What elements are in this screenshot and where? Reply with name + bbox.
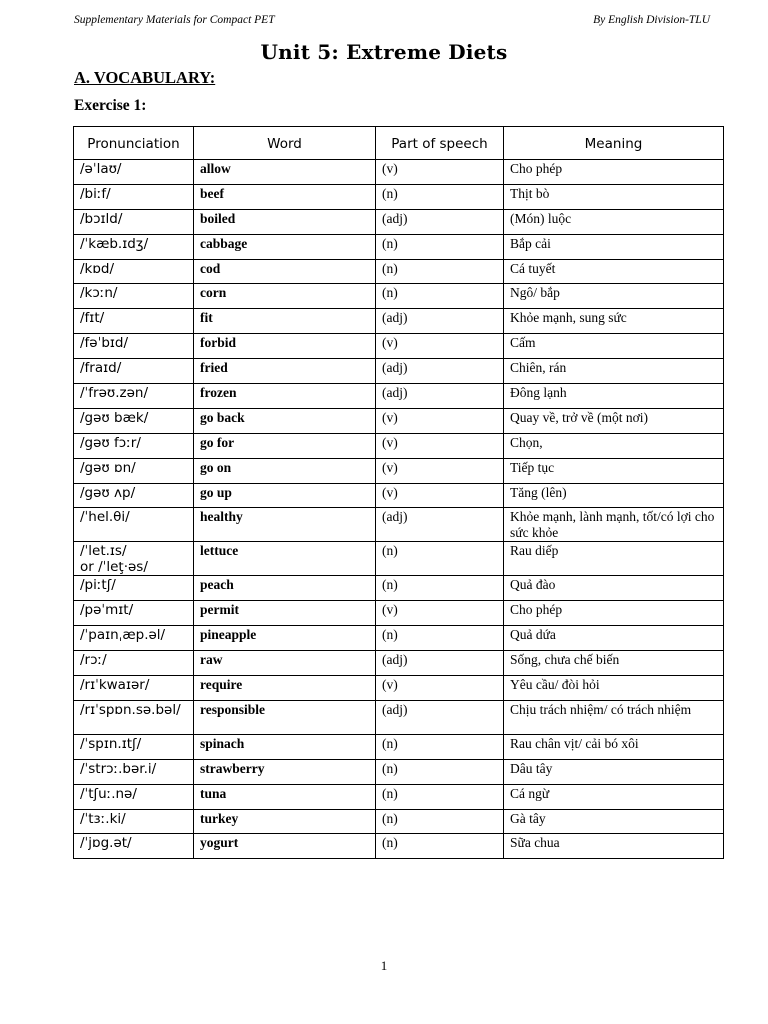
meaning-cell: Cho phép (504, 160, 724, 185)
meaning-cell: Yêu cầu/ đòi hỏi (504, 676, 724, 701)
pronunciation-cell: /ˈfrəʊ.zən/ (74, 384, 194, 409)
word-cell: fit (194, 309, 376, 334)
column-header-word: Word (194, 127, 376, 160)
vocabulary-table-body (74, 160, 724, 859)
word-cell: cod (194, 259, 376, 284)
part-of-speech-cell: (adj) (376, 384, 504, 409)
table-row (74, 408, 724, 433)
word-cell: raw (194, 651, 376, 676)
part-of-speech-cell: (n) (376, 626, 504, 651)
table-row (74, 834, 724, 859)
column-header-part-of-speech: Part of speech (376, 127, 504, 160)
pronunciation-cell: /biːf/ (74, 184, 194, 209)
pronunciation-cell: /gəʊ ɒn/ (74, 458, 194, 483)
word-cell: yogurt (194, 834, 376, 859)
pronunciation-cell: /ˈtʃuː.nə/ (74, 784, 194, 809)
pronunciation-cell: /gəʊ ʌp/ (74, 483, 194, 508)
table-row (74, 784, 724, 809)
header-left-text: Supplementary Materials for Compact PET (74, 14, 275, 26)
pronunciation-cell: /pəˈmɪt/ (74, 601, 194, 626)
word-cell: fried (194, 359, 376, 384)
meaning-cell: Rau chân vịt/ cải bó xôi (504, 734, 724, 759)
word-cell: peach (194, 576, 376, 601)
column-header-pronunciation: Pronunciation (74, 127, 194, 160)
header-right-text: By English Division-TLU (593, 14, 710, 26)
part-of-speech-cell: (n) (376, 259, 504, 284)
pronunciation-cell: /ˈlet.ɪs/ or /ˈleţ·əs/ (74, 542, 194, 576)
column-header-meaning: Meaning (504, 127, 724, 160)
pronunciation-cell: /ˈstrɔː.bər.i/ (74, 759, 194, 784)
part-of-speech-cell: (n) (376, 576, 504, 601)
word-cell: corn (194, 284, 376, 309)
pronunciation-cell: /fɪt/ (74, 309, 194, 334)
table-row (74, 184, 724, 209)
word-cell: turkey (194, 809, 376, 834)
pronunciation-cell: /ˈtɜː.ki/ (74, 809, 194, 834)
word-cell: go for (194, 433, 376, 458)
table-row (74, 508, 724, 542)
meaning-cell: Đông lạnh (504, 384, 724, 409)
part-of-speech-cell: (n) (376, 542, 504, 576)
word-cell: require (194, 676, 376, 701)
table-row (74, 601, 724, 626)
pronunciation-cell: /ˈpaɪnˌæp.əl/ (74, 626, 194, 651)
page-title: Unit 5: Extreme Diets (260, 40, 508, 64)
table-row (74, 458, 724, 483)
meaning-cell: Tiếp tục (504, 458, 724, 483)
table-row (74, 284, 724, 309)
meaning-cell: Quả đào (504, 576, 724, 601)
table-row (74, 359, 724, 384)
table-row (74, 209, 724, 234)
meaning-cell: (Món) luộc (504, 209, 724, 234)
pronunciation-cell: /gəʊ fɔːr/ (74, 433, 194, 458)
table-row (74, 734, 724, 759)
meaning-cell: Cá tuyết (504, 259, 724, 284)
pronunciation-cell: /bɔɪld/ (74, 209, 194, 234)
table-row (74, 234, 724, 259)
part-of-speech-cell: (n) (376, 234, 504, 259)
part-of-speech-cell: (adj) (376, 309, 504, 334)
word-cell: pineapple (194, 626, 376, 651)
meaning-cell: Chọn, (504, 433, 724, 458)
pronunciation-cell: /əˈlaʊ/ (74, 160, 194, 185)
word-cell: strawberry (194, 759, 376, 784)
part-of-speech-cell: (v) (376, 601, 504, 626)
table-row (74, 384, 724, 409)
pronunciation-cell: /rɪˈkwaɪər/ (74, 676, 194, 701)
word-cell: beef (194, 184, 376, 209)
pronunciation-cell: /rɪˈspɒn.sə.bəl/ (74, 700, 194, 734)
meaning-cell: Chiên, rán (504, 359, 724, 384)
pronunciation-cell: /ˈkæb.ɪdʒ/ (74, 234, 194, 259)
word-cell: permit (194, 601, 376, 626)
meaning-cell: Chịu trách nhiệm/ có trách nhiệm (504, 700, 724, 734)
word-cell: go up (194, 483, 376, 508)
meaning-cell: Quay về, trở về (một nơi) (504, 408, 724, 433)
table-row (74, 809, 724, 834)
table-row (74, 259, 724, 284)
meaning-cell: Dâu tây (504, 759, 724, 784)
table-row (74, 676, 724, 701)
meaning-cell: Cấm (504, 334, 724, 359)
part-of-speech-cell: (n) (376, 184, 504, 209)
part-of-speech-cell: (v) (376, 458, 504, 483)
word-cell: frozen (194, 384, 376, 409)
meaning-cell: Khỏe mạnh, sung sức (504, 309, 724, 334)
word-cell: spinach (194, 734, 376, 759)
table-row (74, 542, 724, 576)
meaning-cell: Bắp cải (504, 234, 724, 259)
part-of-speech-cell: (n) (376, 834, 504, 859)
word-cell: go back (194, 408, 376, 433)
table-header-row (74, 127, 724, 160)
meaning-cell: Cho phép (504, 601, 724, 626)
pronunciation-cell: /gəʊ bæk/ (74, 408, 194, 433)
word-cell: allow (194, 160, 376, 185)
part-of-speech-cell: (n) (376, 809, 504, 834)
table-row (74, 309, 724, 334)
part-of-speech-cell: (adj) (376, 209, 504, 234)
vocabulary-table (73, 126, 724, 859)
word-cell: healthy (194, 508, 376, 542)
pronunciation-cell: /ˈjɒg.ət/ (74, 834, 194, 859)
meaning-cell: Tăng (lên) (504, 483, 724, 508)
pronunciation-cell: /kɔːn/ (74, 284, 194, 309)
part-of-speech-cell: (adj) (376, 508, 504, 542)
part-of-speech-cell: (n) (376, 734, 504, 759)
page-number: 1 (380, 958, 388, 973)
part-of-speech-cell: (n) (376, 784, 504, 809)
part-of-speech-cell: (v) (376, 160, 504, 185)
table-row (74, 576, 724, 601)
table-row (74, 626, 724, 651)
part-of-speech-cell: (v) (376, 433, 504, 458)
meaning-cell: Rau diếp (504, 542, 724, 576)
part-of-speech-cell: (n) (376, 284, 504, 309)
pronunciation-cell: /piːtʃ/ (74, 576, 194, 601)
exercise-heading: Exercise 1: (74, 97, 147, 114)
table-row (74, 334, 724, 359)
pronunciation-cell: /fraɪd/ (74, 359, 194, 384)
part-of-speech-cell: (v) (376, 676, 504, 701)
table-row (74, 651, 724, 676)
section-heading: A. VOCABULARY: (74, 68, 216, 87)
table-row (74, 433, 724, 458)
pronunciation-cell: /fəˈbɪd/ (74, 334, 194, 359)
table-row (74, 160, 724, 185)
part-of-speech-cell: (adj) (376, 359, 504, 384)
pronunciation-cell: /rɔː/ (74, 651, 194, 676)
meaning-cell: Thịt bò (504, 184, 724, 209)
pronunciation-cell: /ˈspɪn.ɪtʃ/ (74, 734, 194, 759)
meaning-cell: Ngô/ bắp (504, 284, 724, 309)
meaning-cell: Sữa chua (504, 834, 724, 859)
word-cell: lettuce (194, 542, 376, 576)
word-cell: responsible (194, 700, 376, 734)
part-of-speech-cell: (adj) (376, 651, 504, 676)
word-cell: boiled (194, 209, 376, 234)
part-of-speech-cell: (n) (376, 759, 504, 784)
meaning-cell: Quả dứa (504, 626, 724, 651)
table-row (74, 483, 724, 508)
pronunciation-cell: /kɒd/ (74, 259, 194, 284)
part-of-speech-cell: (v) (376, 483, 504, 508)
meaning-cell: Khỏe mạnh, lành mạnh, tốt/có lợi cho sức khỏe (504, 508, 724, 542)
word-cell: tuna (194, 784, 376, 809)
word-cell: cabbage (194, 234, 376, 259)
part-of-speech-cell: (v) (376, 408, 504, 433)
part-of-speech-cell: (v) (376, 334, 504, 359)
part-of-speech-cell: (adj) (376, 700, 504, 734)
pronunciation-cell: /ˈhel.θi/ (74, 508, 194, 542)
word-cell: go on (194, 458, 376, 483)
meaning-cell: Sống, chưa chế biến (504, 651, 724, 676)
meaning-cell: Gà tây (504, 809, 724, 834)
meaning-cell: Cá ngừ (504, 784, 724, 809)
table-row (74, 759, 724, 784)
word-cell: forbid (194, 334, 376, 359)
table-row (74, 700, 724, 734)
